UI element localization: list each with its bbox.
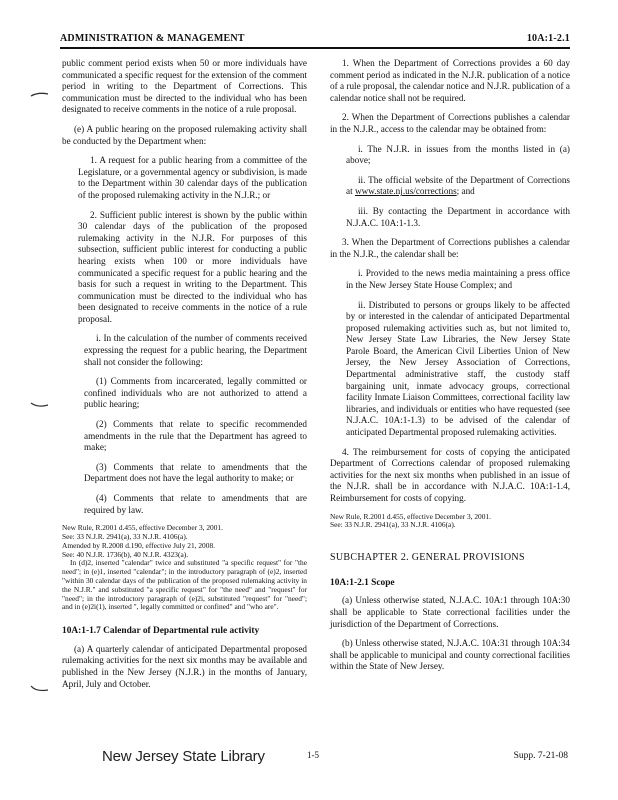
item-2-ii-text: ii. The official website of the Department of Corrections at [346, 174, 570, 197]
item-3-i: i. Provided to the news media maintaining a press office in the New Jersey State House Complex; and [346, 268, 570, 290]
amendment-note: In (d)2, inserted "calendar" twice and substituted "a specific request" for "the need"; in (e)1, inserted "calendar"; in the introductory paragraph of (e)2, inserted "within 30 calendar days of the publication of the proposed rulemaking activity in the N.J.R." and substituted "a specific request" for "the need" and "request" for "need"; in the introductory paragraph of (e)2i, substituted "request" for "need"; and in (e)2i(1), inserted ", legally committed or confined" and "who are". [62, 558, 307, 612]
item-3: 3. When the Department of Corrections publishes a calendar in the N.J.R., the calendar shall be: [330, 237, 570, 259]
subsection-e-1: 1. A request for a public hearing from a committee of the Legislature, or a governmental agency or subdivision, is made to the Department within 30 calendar days of the publication of the proposed rulemaking activity in the N.J.R.; or [78, 155, 307, 200]
item-3-ii: ii. Distributed to persons or groups likely to be affected by or interested in the calendar of anticipated Departmental proposed rulemaking activities such as, but not limited to, New Jersey State Law Libraries, the New Jersey State Parole Board, the American Civil Liberties Union of New Jersey, the New Jersey Association of Corrections, Departmental administrative staff, the custody staff bargaining unit, inmate advocacy groups, correctional facility Inmate Liaison Committees, correctional facility law libraries, and individuals or entities who have requested (see N.J.A.C. 10A:1-1.3) to be advised of the calendar of anticipated Departmental proposed rulemaking activities. [346, 299, 570, 438]
section-heading: 10A:1-1.7 Calendar of Departmental rule activity [62, 626, 260, 637]
item-2-ii [346, 175, 570, 198]
paragraph-continued: public comment period exists when 50 or more individuals have communicated a specific request for the extension of the comment period in writing to the Department of Corrections. This communication must be directed to the individual who has been designated to receive comments in the notice of a rule proposal. [62, 58, 307, 115]
source-line: See: 33 N.J.R. 2941(a), 33 N.J.R. 4106(a). [330, 520, 456, 530]
subsection-e-2-i-2: (2) Comments that relate to specific recommended amendments in the rule that the Department has agreed to make; [84, 419, 307, 453]
header-section: 10A:1-2.1 [526, 33, 570, 44]
library-logo: New Jersey State Library [102, 748, 265, 765]
item-2-ii-end: ; and [456, 186, 475, 197]
scan-mark-icon [30, 684, 50, 694]
scan-mark-icon [30, 90, 50, 100]
subsection-e-2-i: i. In the calculation of the number of comments received expressing the request for a public hearing, the Department shall not consider the following: [84, 333, 307, 367]
subsection-a: (a) A quarterly calendar of anticipated Departmental proposed rulemaking activities for the next six months may be available and published in the New Jersey (N.J.R.) in the months of January, April, July and October. [62, 643, 307, 689]
source-line: See: 33 N.J.R. 2941(a), 33 N.J.R. 4106(a). [62, 531, 188, 541]
page-number: 1-5 [307, 750, 319, 760]
subsection-e-2-i-3: (3) Comments that relate to amendments that the Department does not have the legal authority to make; or [84, 461, 307, 484]
corrections-website-link[interactable]: www.state.nj.us/corrections [354, 186, 457, 197]
item-4: 4. The reimbursement for costs of copying the anticipated Department of Corrections calendar of proposed rulemaking activities for the next six months when published in an issue of the N.J.R. shall be in accordance with N.J.A.C. 10A:1-1.4, Reimbursement for costs of copying. [330, 446, 570, 503]
item-2-i: i. The N.J.R. in issues from the months listed in (a) above; [346, 143, 570, 166]
subsection-e-2: 2. Sufficient public interest is shown by the public within 30 calendar days of the publication of the proposed rulemaking activity in the N.J.R. For purposes of this subsection, sufficient public interest for conducting a public hearing exists when 100 or more individuals have communicated a specific request for a public hearing and the basis for such a request in writing to the Department. This communication must be directed to the individual who has been designated to receive comments in the notice of a rule proposal. [78, 209, 307, 324]
supplement-date: Supp. 7-21-08 [513, 751, 568, 761]
source-note [62, 524, 307, 612]
source-line: See: 40 N.J.R. 1736(b), 40 N.J.R. 4323(a). [62, 549, 189, 559]
right-column [330, 58, 570, 681]
running-header [60, 31, 570, 49]
header-title: ADMINISTRATION & MANAGEMENT [60, 33, 245, 44]
left-column [62, 58, 307, 698]
subsection-e-2-i-4: (4) Comments that relate to amendments that are required by law. [84, 493, 307, 515]
item-1: 1. When the Department of Corrections provides a 60 day comment period as indicated in the N.J.R. publication of a notice of a rule proposal, the calendar notice and N.J.R. publication of a calendar notice shall not be required. [330, 58, 570, 103]
subsection-e: (e) A public hearing on the proposed rulemaking activity shall be conducted by the Department when: [62, 123, 307, 146]
source-line: New Rule, R.2001 d.455, effective December 3, 2001. [330, 511, 491, 521]
subsection-b: (b) Unless otherwise stated, N.J.A.C. 10A:31 through 10A:34 shall be applicable to municipal and county correctional facilities within the State of New Jersey. [330, 638, 570, 672]
subchapter-heading: SUBCHAPTER 2. GENERAL PROVISIONS [330, 552, 525, 564]
section-heading: 10A:1-2.1 Scope [330, 577, 395, 588]
item-2: 2. When the Department of Corrections publishes a calendar in the N.J.R., access to the calendar may be obtained from: [330, 112, 570, 134]
source-line: Amended by R.2008 d.190, effective July 21, 2008. [62, 540, 215, 550]
source-note [330, 513, 570, 531]
subsection-a: (a) Unless otherwise stated, N.J.A.C. 10A:1 through 10A:30 shall be applicable to State correctional facilities under the jurisdiction of the Department of Corrections. [330, 595, 570, 629]
source-line: New Rule, R.2001 d.455, effective December 3, 2001. [62, 523, 223, 533]
subsection-e-2-i-1: (1) Comments from incarcerated, legally committed or confined individuals who are not authorized to attend a public hearing; [84, 376, 307, 410]
item-2-iii: iii. By contacting the Department in accordance with N.J.A.C. 10A:1-1.3. [346, 205, 570, 228]
scan-mark-icon [30, 400, 50, 410]
